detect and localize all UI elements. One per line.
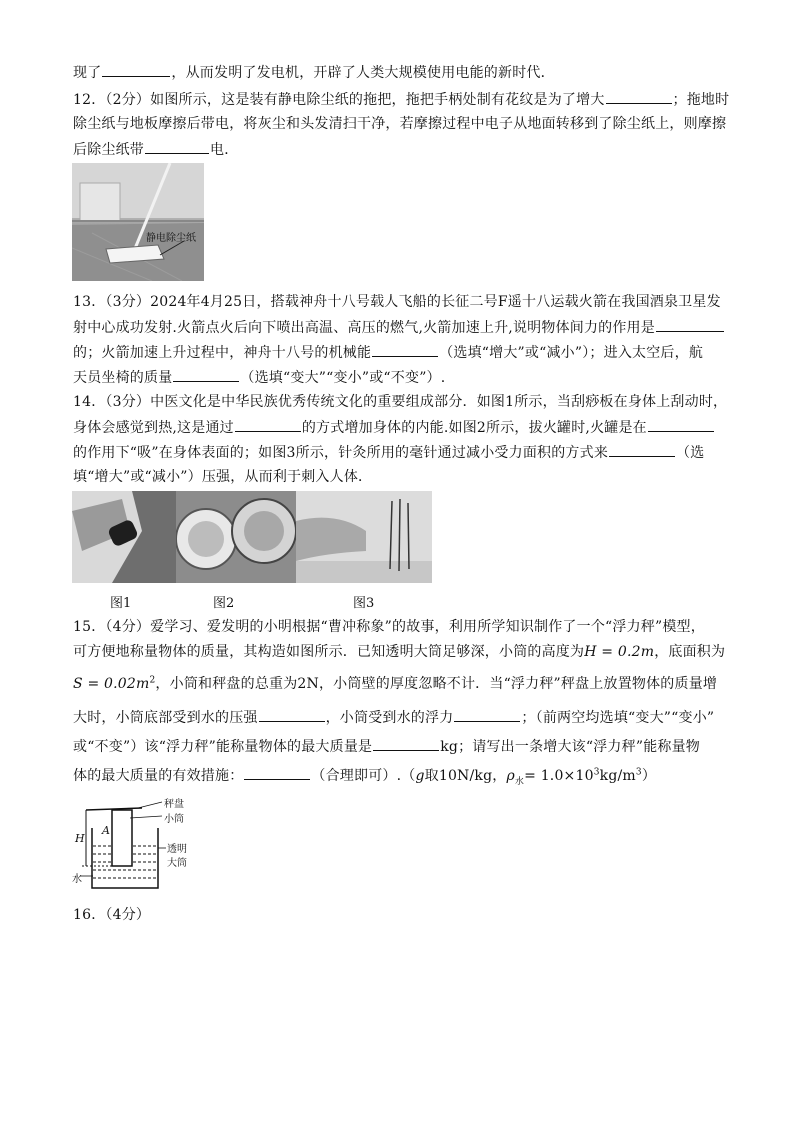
answer-blank[interactable] — [373, 736, 439, 751]
text-line — [73, 467, 372, 487]
small-tube-label: 小筒 — [164, 814, 184, 825]
text: 的；火箭加速上升过程中，神舟十八号的机械能 — [73, 345, 372, 361]
answer-blank[interactable] — [609, 442, 675, 457]
answer-blank[interactable] — [656, 317, 724, 332]
superscript: 3 — [593, 767, 600, 778]
mop-illustration — [72, 163, 204, 281]
question-13 — [73, 292, 721, 312]
text: 射中心成功发射.火箭点火后向下喷出高温、高压的燃气,火箭加速上升,说明物体间力的作用是 — [73, 320, 655, 336]
text: 15．（4分）爱学习、爱发明的小明根据“曹冲称象”的故事，利用所学知识制作了一个“浮力秤”模型， — [73, 619, 705, 635]
text-line — [73, 736, 700, 757]
text: 电． — [210, 142, 239, 158]
text: （选填“增大”或“减小”）；进入太空后，航 — [439, 345, 704, 361]
text: 或“不变”）该“浮力秤”能称量物体的最大质量是 — [73, 739, 373, 755]
text: 13．（3分）2024年4月25日，搭载神舟十八号载人飞船的长征二号F遥十八运载火箭在我国酒泉卫星发 — [73, 294, 721, 310]
cupping-photo — [176, 491, 296, 583]
text-line — [73, 317, 725, 338]
text: 后除尘纸带 — [73, 142, 144, 158]
math-symbol: g — [415, 768, 425, 784]
text: kg/m — [599, 768, 636, 784]
text-line — [73, 765, 656, 786]
acupuncture-photo — [296, 491, 432, 583]
text: ） — [641, 768, 657, 784]
text: kg；请写出一条增大该“浮力秤”能称量物 — [440, 739, 700, 755]
text: ，小筒受到水的浮力 — [325, 710, 454, 726]
answer-blank[interactable] — [244, 765, 310, 780]
text: 14．（3分）中医文化是中华民族优秀传统文化的重要组成部分．如图1所示，当刮痧板在身体上刮动时， — [73, 394, 728, 410]
subscript: 水 — [514, 776, 525, 787]
text-line — [73, 367, 445, 388]
text: 大时，小筒底部受到水的压强 — [73, 710, 258, 726]
answer-blank[interactable] — [102, 62, 170, 77]
math-symbol: ρ — [506, 768, 515, 784]
text-line — [73, 442, 704, 463]
text-line: $S = 0.02m^2$，小筒和秤盘的总重为2N，小筒壁的厚度忽略不计．当“浮力秤”秤盘上放置物体的质量增 — [73, 675, 718, 692]
answer-blank[interactable] — [648, 417, 714, 432]
text: 可方便地称量物体的质量，其构造如图所示．已知透明大筒足够深，小筒的高度为 — [73, 644, 585, 660]
text: ；拖地时 — [672, 92, 730, 108]
text: ，从而发明了发电机，开辟了人类大规模使用电能的新时代． — [171, 65, 555, 81]
answer-blank[interactable] — [259, 707, 325, 722]
gua-sha-photo — [72, 491, 176, 583]
point-a-label: A — [102, 824, 110, 837]
answer-blank[interactable] — [173, 367, 239, 382]
text: 身体会感觉到热,这是通过 — [73, 420, 234, 436]
mop-label: 静电除尘纸 — [146, 233, 196, 244]
cupping-illustration — [176, 491, 296, 583]
answer-blank[interactable] — [372, 342, 438, 357]
text: 的作用下“吸”在身体表面的；如图3所示，针灸所用的毫针通过减小受力面积的方式来 — [73, 445, 609, 461]
superscript: 3 — [635, 767, 642, 778]
math-expression: S = 0.02m — [73, 676, 150, 692]
text-line — [73, 342, 703, 363]
answer-blank[interactable] — [606, 89, 672, 104]
text: 的方式增加身体的内能.如图2所示，拔火罐时,火罐是在 — [301, 420, 647, 436]
answer-blank[interactable] — [145, 139, 209, 154]
water-label: 水 — [72, 874, 82, 885]
text: ；（前两空均选填“变大”“变小” — [521, 710, 715, 726]
text-line — [73, 642, 725, 662]
text: （合理即可）.（ — [311, 768, 416, 784]
text-line — [73, 62, 555, 83]
text: （选填“变大”“变小”或“不变”）. — [240, 370, 446, 386]
text: （选 — [676, 445, 705, 461]
answer-blank[interactable] — [454, 707, 520, 722]
floating-scale-diagram — [72, 798, 192, 894]
text: 16．（4分） — [73, 907, 151, 923]
text: = 1.0×10 — [524, 768, 594, 784]
text: 取10N/kg， — [424, 768, 507, 784]
text: 填“增大”或“减小”）压强，从而利于刺入人体． — [73, 469, 373, 485]
text-line — [73, 114, 726, 134]
text: ，小筒和秤盘的总重为2N，小筒壁的厚度忽略不计．当“浮力秤”秤盘上放置物体的质量增 — [155, 676, 718, 692]
question-15 — [73, 617, 705, 637]
clear-tube-label-1: 透明 — [167, 844, 187, 855]
figure-2-caption: 图2 — [213, 596, 235, 611]
height-label: H — [75, 832, 85, 845]
text: 除尘纸与地板摩擦后带电，将灰尘和头发清扫干净，若摩擦过程中电子从地面转移到了除尘纸上，则摩擦 — [73, 116, 727, 132]
question-16 — [73, 905, 150, 925]
clear-tube-label-2: 大筒 — [167, 858, 187, 869]
text-line — [73, 707, 714, 728]
acupuncture-illustration — [296, 491, 432, 583]
figure-1-caption: 图1 — [110, 596, 132, 611]
scale-pan-label: 秤盘 — [164, 799, 184, 810]
text-line — [73, 417, 715, 438]
text: ，底面积为 — [654, 644, 726, 660]
text: 体的最大质量的有效措施： — [73, 768, 244, 784]
question-14 — [73, 392, 727, 412]
text: 现了 — [73, 65, 102, 81]
answer-blank[interactable] — [235, 417, 301, 432]
text: 天员坐椅的质量 — [73, 370, 173, 386]
text-line — [73, 139, 238, 160]
text: 12．（2分）如图所示，这是装有静电除尘纸的拖把，拖把手柄处制有花纹是为了增大 — [73, 92, 605, 108]
question-12 — [73, 89, 729, 110]
mop-photo — [72, 163, 204, 281]
math-expression: H = 0.2m — [584, 644, 655, 660]
gua-sha-illustration — [72, 491, 176, 583]
figure-3-caption: 图3 — [353, 596, 375, 611]
